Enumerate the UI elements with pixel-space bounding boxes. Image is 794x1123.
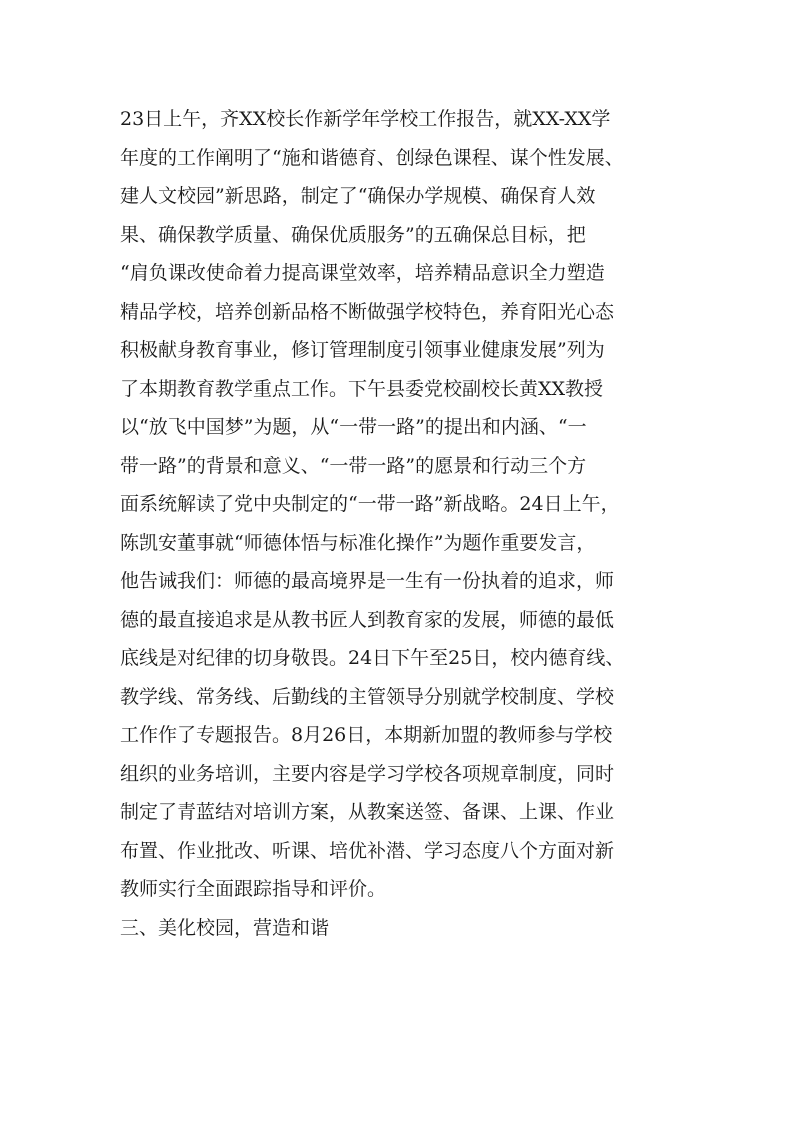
text-line: 他告诫我们：师德的最高境界是一生有一份执着的追求，师 xyxy=(120,570,615,592)
text-line: 建人文校园”新思路，制定了“确保办学规模、确保育人效 xyxy=(120,185,596,207)
text-line: 底线是对纪律的切身敬畏。24日下午至25日，校内德育线、 xyxy=(120,647,625,669)
text-line: 陈凯安董事就“师德体悟与标准化操作”为题作重要发言， xyxy=(120,531,596,554)
text-line: 教学线、常务线、后勤线的主管领导分别就学校制度、学校 xyxy=(120,685,615,708)
text-line: 年度的工作阐明了“施和谐德育、创绿色课程、谋个性发展、 xyxy=(120,146,624,169)
text-line: 23日上午，齐XX校长作新学年学校工作报告，就XX-XX学 xyxy=(120,108,611,130)
text-line: 果、确保教学质量、确保优质服务”的五确保总目标，把 xyxy=(120,223,586,246)
text-line: 带一路”的背景和意义、“一带一路”的愿景和行动三个方 xyxy=(120,454,587,477)
text-line: “肩负课改使命着力提高课堂效率，培养精品意识全力塑造 xyxy=(120,262,605,284)
text-line: 工作作了专题报告。8月26日，本期新加盟的教师参与学校 xyxy=(120,724,613,746)
text-line: 德的最直接追求是从教书匠人到教育家的发展，师德的最低 xyxy=(120,608,615,631)
text-line: 积极献身教育事业，修订管理制度引领事业健康发展”列为 xyxy=(120,339,605,361)
text-line: 面系统解读了党中央制定的“一带一路”新战略。24日上午， xyxy=(120,493,620,515)
text-line: 制定了青蓝结对培训方案，从教案送签、备课、上课、作业 xyxy=(120,801,615,823)
text-line: 布置、作业批改、听课、培优补潜、学习态度八个方面对新 xyxy=(120,839,615,862)
text-line: 教师实行全面跟踪指导和评价。 xyxy=(120,878,387,900)
section-heading: 三、美化校园，营造和谐 xyxy=(120,916,330,939)
text-line: 以“放飞中国梦”为题，从“一带一路”的提出和内涵、“一 xyxy=(120,416,587,438)
text-line: 精品学校，培养创新品格不断做强学校特色，养育阳光心态 xyxy=(120,300,615,323)
body-text xyxy=(120,100,700,947)
text-line: 了本期教育教学重点工作。下午县委党校副校长黄XX教授 xyxy=(120,377,604,400)
text-line: 组织的业务培训，主要内容是学习学校各项规章制度，同时 xyxy=(120,762,615,785)
